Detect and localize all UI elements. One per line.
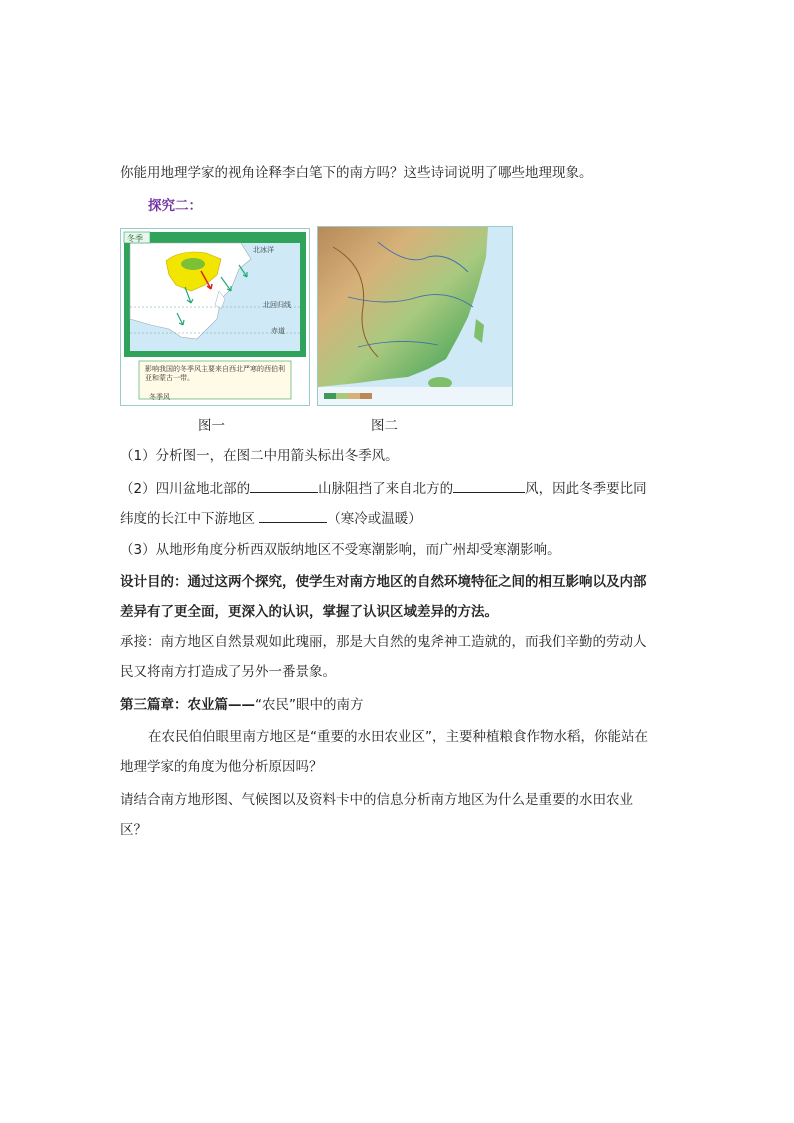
q2-line2-b: （寒冷或温暖）	[327, 511, 422, 527]
fig1-label-arctic: 北冰洋	[253, 246, 274, 254]
q2-blank-mountain[interactable]	[250, 478, 318, 493]
fig1-caption: 图一	[198, 418, 225, 434]
transition-line2: 民又将南方打造成了另外一番景象。	[120, 664, 336, 680]
q2-line2-a: 纬度的长江中下游地区	[120, 511, 260, 527]
question-1: （1）分析图一，在图二中用箭头标出冬季风。	[120, 448, 399, 464]
fig1-label-tropic: 北回归线	[263, 301, 291, 309]
question-2-line2	[120, 508, 422, 529]
topographic-map-graphic	[318, 227, 512, 405]
chapter3-title-bold: 第三篇章：农业篇——	[120, 697, 255, 713]
fig2-caption: 图二	[371, 418, 398, 434]
transition-line1: 承接：南方地区自然景观如此瑰丽，那是大自然的鬼斧神工造就的，而我们辛勤的劳动人	[120, 634, 647, 650]
fig1-season-tag: 冬季	[127, 234, 143, 243]
q2-part-c: 风，因此冬季要比同	[525, 481, 647, 497]
task-line2: 区？	[120, 822, 147, 838]
chapter3-heading	[120, 695, 364, 715]
figure-2-topographic-map	[317, 226, 513, 406]
fig1-footer: 冬季风	[149, 393, 170, 401]
q2-blank-temperature[interactable]	[259, 508, 327, 523]
fig1-note: 影响我国的冬季风主要来自西北严寒的西伯利亚和蒙古一带。	[145, 365, 285, 382]
question-2-line1	[120, 478, 647, 499]
q2-part-b: 山脉阻挡了来自北方的	[318, 481, 454, 497]
chapter3-title-rest: “农民”眼中的南方	[255, 697, 364, 713]
q2-blank-wind[interactable]	[453, 478, 525, 493]
figure-1-winter-monsoon-map	[120, 228, 310, 406]
design-purpose-line1: 设计目的：通过这两个探究，使学生对南方地区的自然环境特征之间的相互影响以及内部	[120, 574, 647, 590]
farmer-para-line1: 在农民伯伯眼里南方地区是“重要的水田农业区”，主要种植粮食作物水稻，你能站在	[148, 729, 648, 745]
intro-question: 你能用地理学家的视角诠释李白笔下的南方吗？这些诗词说明了哪些地理现象。	[120, 165, 593, 181]
q2-part-a: （2）四川盆地北部的	[120, 481, 251, 497]
task-line1: 请结合南方地形图、气候图以及资料卡中的信息分析南方地区为什么是重要的水田农业	[120, 792, 633, 808]
fig1-label-equator: 赤道	[271, 327, 285, 335]
section-title: 探究二：	[148, 198, 202, 214]
farmer-para-line2: 地理学家的角度为他分析原因吗？	[120, 759, 323, 775]
design-purpose-line2: 差异有了更全面，更深入的认识，掌握了认识区域差异的方法。	[120, 604, 498, 620]
question-3: （3）从地形角度分析西双版纳地区不受寒潮影响，而广州却受寒潮影响。	[120, 542, 561, 558]
